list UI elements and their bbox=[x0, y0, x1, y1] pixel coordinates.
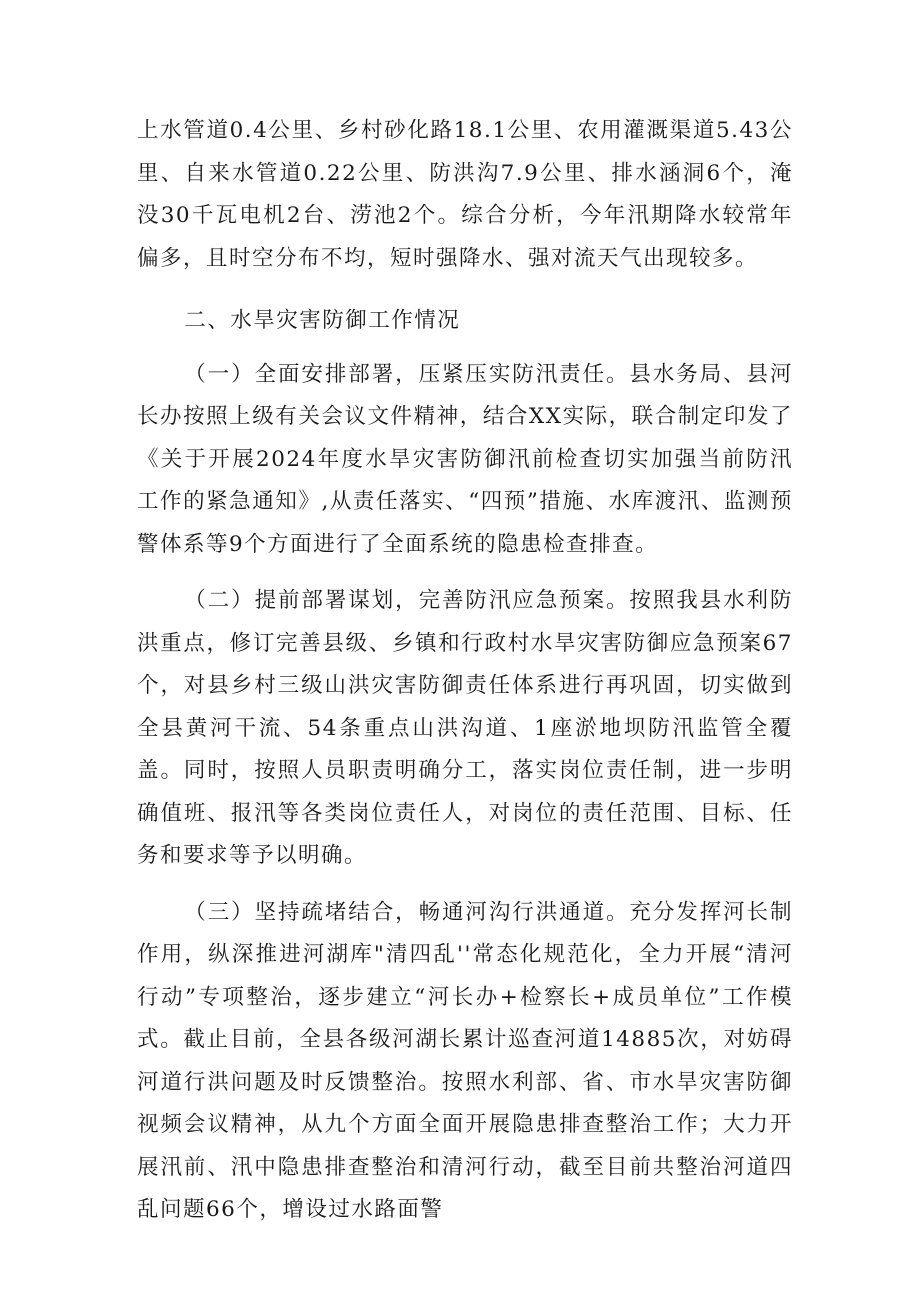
paragraph-item-1: （一）全面安排部署，压紧压实防汛责任。县水务局、县河长办按照上级有关会议文件精神，结合XX实际，联合制定印发了《关于开展2024年度水旱灾害防御汛前检查切实加强当前防汛工作的紧急通知》,从责任落实、“四预”措施、水库渡汛、监测预警体系等9个方面进行了全面系统的隐患检查排查。 bbox=[137, 361, 793, 557]
section-heading: 二、水旱灾害防御工作情况 bbox=[184, 308, 461, 333]
paragraph-continuation: 上水管道0.4公里、乡村砂化路18.1公里、农用灌溉渠道5.43公里、自来水管道0.22公里、防洪沟7.9公里、排水涵洞6个，淹没30千瓦电机2台、涝池2个。综合分析，今年汛期降水较常年偏多，且时空分布不均，短时强降水、强对流天气出现较多。 bbox=[137, 118, 793, 271]
document-body bbox=[137, 110, 793, 1232]
paragraph-item-2: （二）提前部署谋划，完善防汛应急预案。按照我县水利防洪重点，修订完善县级、乡镇和行政村水旱灾害防御应急预案67个，对县乡村三级山洪灾害防御责任体系进行再巩固，切实做到全县黄河干流、54条重点山洪沟道、1座淤地坝防汛监管全覆盖。同时，按照人员职责明确分工，落实岗位责任制，进一步明确值班、报汛等各类岗位责任人，对岗位的责任范围、目标、任务和要求等予以明确。 bbox=[137, 588, 793, 868]
paragraph-item-3: （三）坚持疏堵结合，畅通河沟行洪通道。充分发挥河长制作用，纵深推进河湖库"清四乱''常态化规范化，全力开展“清河行动”专项整治，逐步建立“河长办+检察长+成员单位”工作模式。截止目前，全县各级河湖长累计巡查河道14885次，对妨碍河道行洪问题及时反馈整治。按照水利部、省、市水旱灾害防御视频会议精神，从九个方面全面开展隐患排查整治工作；大力开展汛前、汛中隐患排查整治和清河行动，截至目前共整治河道四乱问题66个，增设过水路面警 bbox=[137, 899, 793, 1222]
